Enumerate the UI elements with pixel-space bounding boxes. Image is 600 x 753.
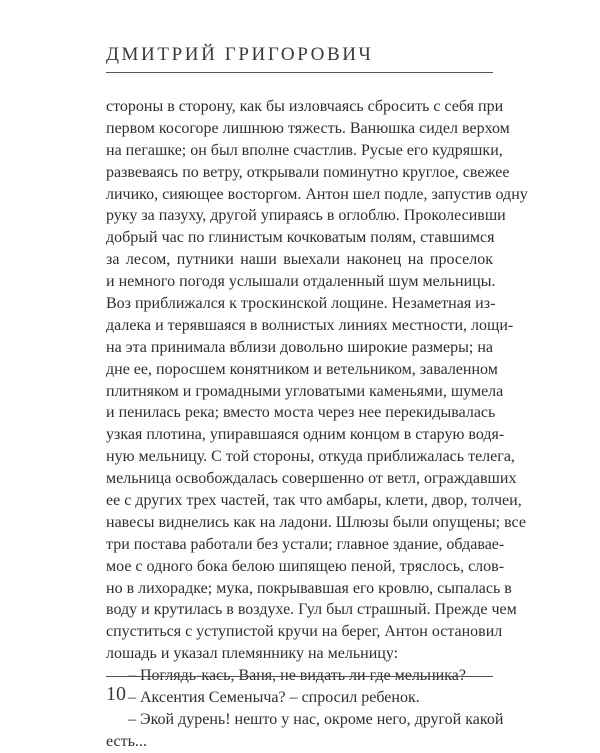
text-line: первом косогоре лишнюю тяжесть. Ванюшка сидел верхом bbox=[106, 119, 510, 137]
running-head: ДМИТРИЙ ГРИГОРОВИЧ bbox=[106, 44, 374, 65]
text-line: узкая плотина, упиравшаяся одним концом в старую водя- bbox=[106, 426, 505, 444]
text-line: руку за пазуху, другой упираясь в оглоблю. Проколесивши bbox=[106, 207, 506, 225]
body-text bbox=[106, 96, 528, 753]
text-line: на эта принимала вблизи довольно широкие размеры; на bbox=[106, 338, 493, 356]
text-line: и пенилась река; вместо моста через нее перекидывалась bbox=[106, 404, 496, 422]
text-line: плитняком и громадными угловатыми каменьями, шумела bbox=[106, 382, 504, 400]
text-line: мое с одного бока белою шипящею пеной, тряслось, слов- bbox=[106, 557, 505, 575]
text-line: на пегашке; он был вполне счастлив. Русые его кудряшки, bbox=[106, 141, 503, 159]
dialogue-line: – Аксентия Семеныча? – спросил ребенок. bbox=[128, 689, 420, 707]
text-line: Воз приближался к троскинской лощине. Незаметная из- bbox=[106, 295, 496, 313]
text-line: ную мельницу. С той стороны, откуда приближалась телега, bbox=[106, 448, 515, 466]
text-line: стороны в сторону, как бы изловчаясь сбросить с себя при bbox=[106, 98, 504, 115]
text-line: три постава работали без устали; главное здание, обдавае- bbox=[106, 535, 505, 553]
footer-rule bbox=[106, 676, 493, 677]
dialogue-line: – Экой дурень! нешто у нас, окроме него, другой какой bbox=[128, 710, 504, 728]
text-line: добрый час по глинистым кочковатым полям, ставшимся bbox=[106, 229, 495, 247]
text-line: мельница освобождалась совершенно от ветл, ограждавших bbox=[106, 470, 517, 488]
text-line: личико, сияющее восторгом. Антон шел подле, запустив одну bbox=[106, 185, 528, 203]
dialogue-line: – Поглядь-кась, Ваня, не видать ли где мельника? bbox=[128, 667, 466, 685]
text-line: спуститься с уступистой кручи на берег, Антон остановил bbox=[106, 623, 503, 641]
text-line: воду и крутилась в воздухе. Гул был страшный. Прежде чем bbox=[106, 601, 517, 619]
text-line: есть... bbox=[106, 732, 147, 750]
text-line: и немного погодя услышали отдаленный шум мельницы. bbox=[106, 273, 496, 291]
header-rule bbox=[106, 72, 493, 73]
text-line: лошадь и указал племяннику на мельницу: bbox=[106, 645, 399, 663]
text-line: дне ее, поросшем конятником и ветельником, заваленном bbox=[106, 360, 498, 378]
text-line: ее с других трех частей, так что амбары, клети, двор, толчеи, bbox=[106, 492, 522, 510]
page-number: 10 bbox=[106, 683, 126, 705]
text-line: за лесом, путники наши выехали наконец на проселок bbox=[106, 251, 493, 269]
text-line: развеваясь по ветру, открывали поминутно круглое, свежее bbox=[106, 163, 510, 181]
text-line: но в лихорадке; мука, покрывавшая его кровлю, сыпалась в bbox=[106, 579, 512, 597]
text-line: навесы виднелись как на ладони. Шлюзы были опущены; все bbox=[106, 513, 526, 531]
text-line: далека и терявшаяся в волнистых линиях местности, лощи- bbox=[106, 316, 514, 334]
